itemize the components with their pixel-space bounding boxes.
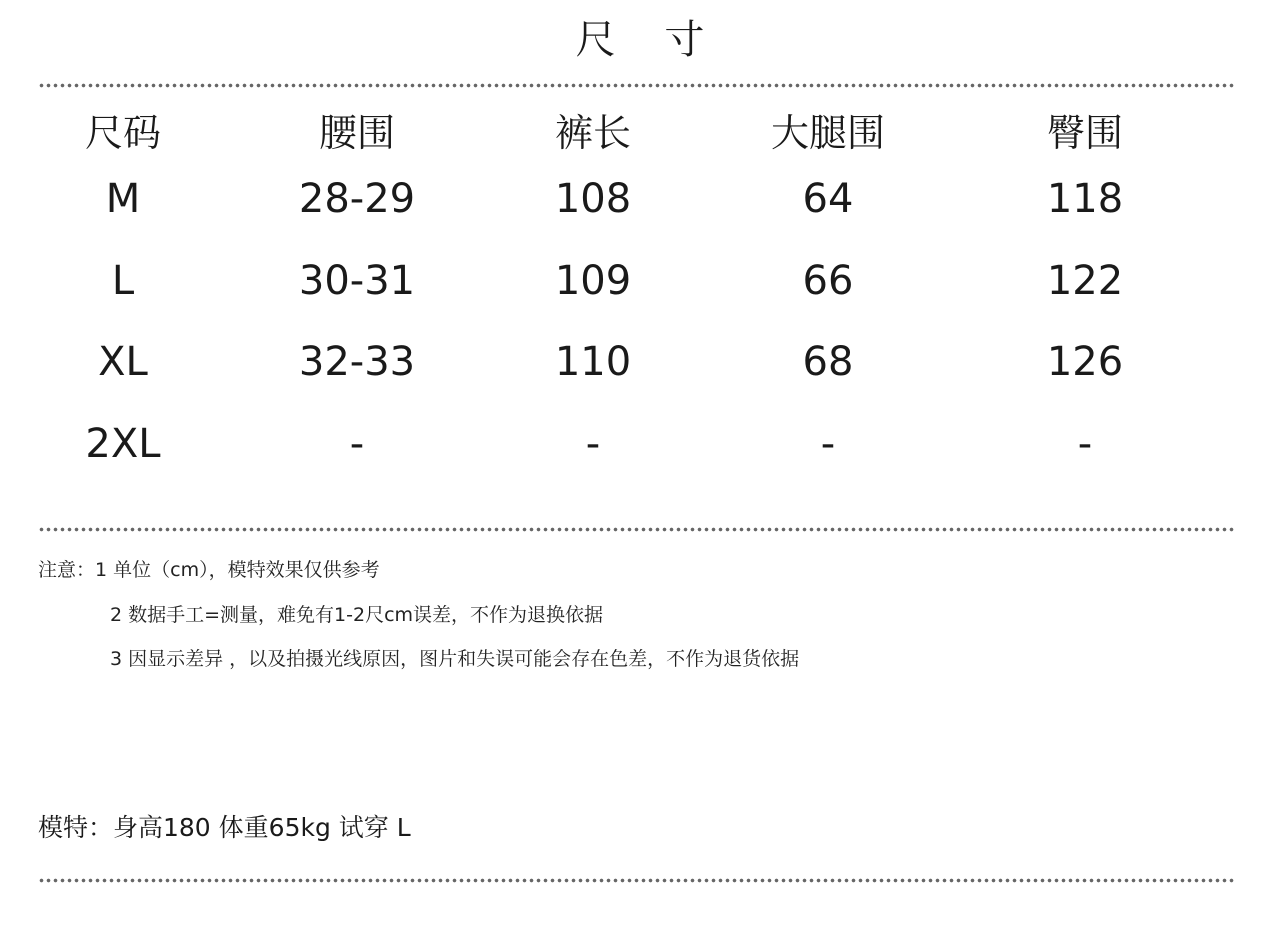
page-title: 尺 寸 — [575, 17, 723, 63]
cell-hip: - — [1077, 421, 1093, 467]
cell-hip: 122 — [1046, 258, 1124, 304]
model-info: 模特：身高180 体重65kg 试穿 L — [38, 813, 411, 842]
cell-hip: 118 — [1046, 176, 1124, 222]
cell-thigh: - — [820, 421, 836, 467]
cell-thigh: 64 — [802, 176, 854, 222]
cell-waist: - — [349, 421, 365, 467]
note-line: 3 因显示差异 ，以及拍摄光线原因，图片和失误可能会存在色差，不作为退货依据 — [110, 648, 800, 670]
cell-length: 108 — [554, 176, 632, 222]
cell-waist: 32-33 — [298, 339, 416, 385]
header-length: 裤长 — [554, 111, 631, 155]
cell-length: 110 — [554, 339, 632, 385]
cell-waist: 30-31 — [298, 258, 416, 304]
header-hip: 臀围 — [1046, 111, 1123, 155]
cell-waist: 28-29 — [298, 176, 416, 222]
cell-size: 2XL — [85, 421, 161, 467]
table-row — [0, 166, 1280, 236]
note-line: 注意：1 单位（cm），模特效果仅供参考 — [38, 559, 380, 581]
dotted-divider-bottom — [38, 878, 1236, 883]
table-header-row — [0, 100, 1280, 170]
header-size: 尺码 — [84, 111, 161, 155]
header-waist: 腰围 — [318, 111, 395, 155]
header-thigh: 大腿围 — [770, 111, 885, 155]
table-row — [0, 248, 1280, 318]
cell-size: XL — [98, 339, 148, 385]
table-row — [0, 329, 1280, 399]
dotted-divider-top — [38, 83, 1236, 88]
cell-size: L — [111, 258, 135, 304]
cell-thigh: 68 — [802, 339, 854, 385]
cell-size: M — [105, 176, 141, 222]
cell-thigh: 66 — [802, 258, 854, 304]
dotted-divider-middle — [38, 527, 1236, 532]
cell-length: 109 — [554, 258, 632, 304]
cell-hip: 126 — [1046, 339, 1124, 385]
note-line: 2 数据手工=测量，难免有1-2尺cm误差，不作为退换依据 — [110, 604, 604, 626]
table-row — [0, 411, 1280, 481]
cell-length: - — [585, 421, 601, 467]
